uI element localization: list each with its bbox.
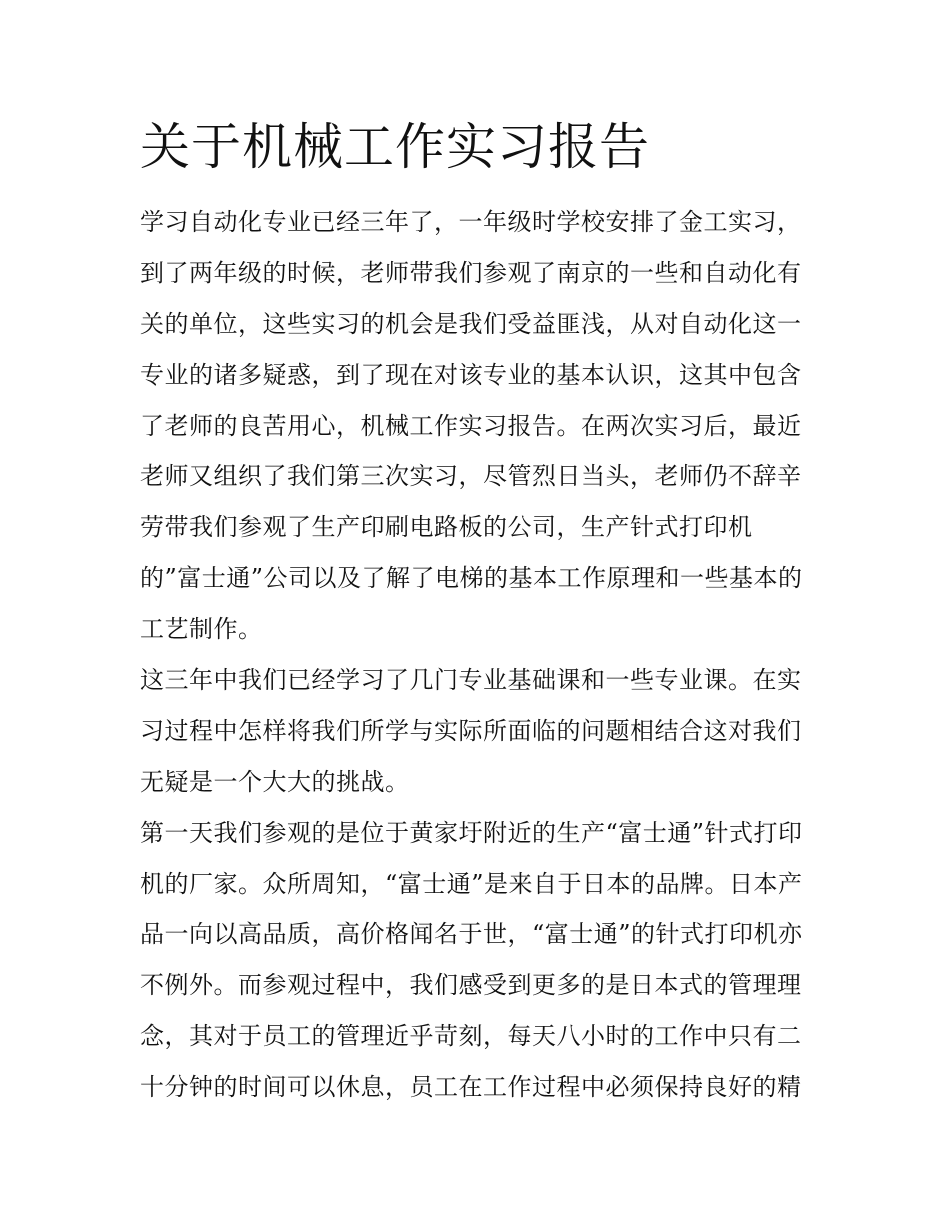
body-line: 劳带我们参观了生产印刷电路板的公司，生产针式打印机 [140, 513, 753, 542]
body-line: 学习自动化专业已经三年了，一年级时学校安排了金工实习， [140, 208, 802, 236]
body-line: 关的单位，这些实习的机会是我们受益匪浅，从对自动化这一 [140, 309, 802, 338]
body-line: 品一向以高品质，高价格闻名于世，“富士通”的针式打印机亦 [140, 920, 803, 949]
document-body [140, 197, 820, 1113]
body-line: 专业的诸多疑惑，到了现在对该专业的基本认识，这其中包含 [140, 360, 802, 389]
body-line: 第一天我们参观的是位于黄家圩附近的生产“富士通”针式打印 [140, 818, 803, 847]
body-line: 习过程中怎样将我们所学与实际所面临的问题相结合这对我们 [140, 716, 802, 745]
body-line: 机的厂家。众所周知，“富士通”是来自于日本的品牌。日本产 [140, 869, 803, 898]
body-line: 工艺制作。 [140, 615, 263, 644]
body-line: 的”富士通”公司以及了解了电梯的基本工作原理和一些基本的 [140, 564, 803, 593]
body-line: 这三年中我们已经学习了几门专业基础课和一些专业课。在实 [140, 666, 802, 695]
body-line: 不例外。而参观过程中，我们感受到更多的是日本式的管理理 [140, 971, 802, 1000]
body-line: 老师又组织了我们第三次实习，尽管烈日当头，老师仍不辞辛 [140, 462, 802, 491]
body-line: 念，其对于员工的管理近乎苛刻，每天八小时的工作中只有二 [140, 1022, 802, 1051]
body-line: 无疑是一个大大的挑战。 [140, 767, 410, 796]
body-line: 了老师的良苦用心，机械工作实习报告。在两次实习后，最近 [140, 411, 802, 440]
body-line: 十分钟的时间可以休息，员工在工作过程中必须保持良好的精 [140, 1073, 802, 1102]
body-line: 到了两年级的时候，老师带我们参观了南京的一些和自动化有 [140, 258, 802, 287]
document-title: 关于机械工作实习报告 [140, 118, 650, 176]
